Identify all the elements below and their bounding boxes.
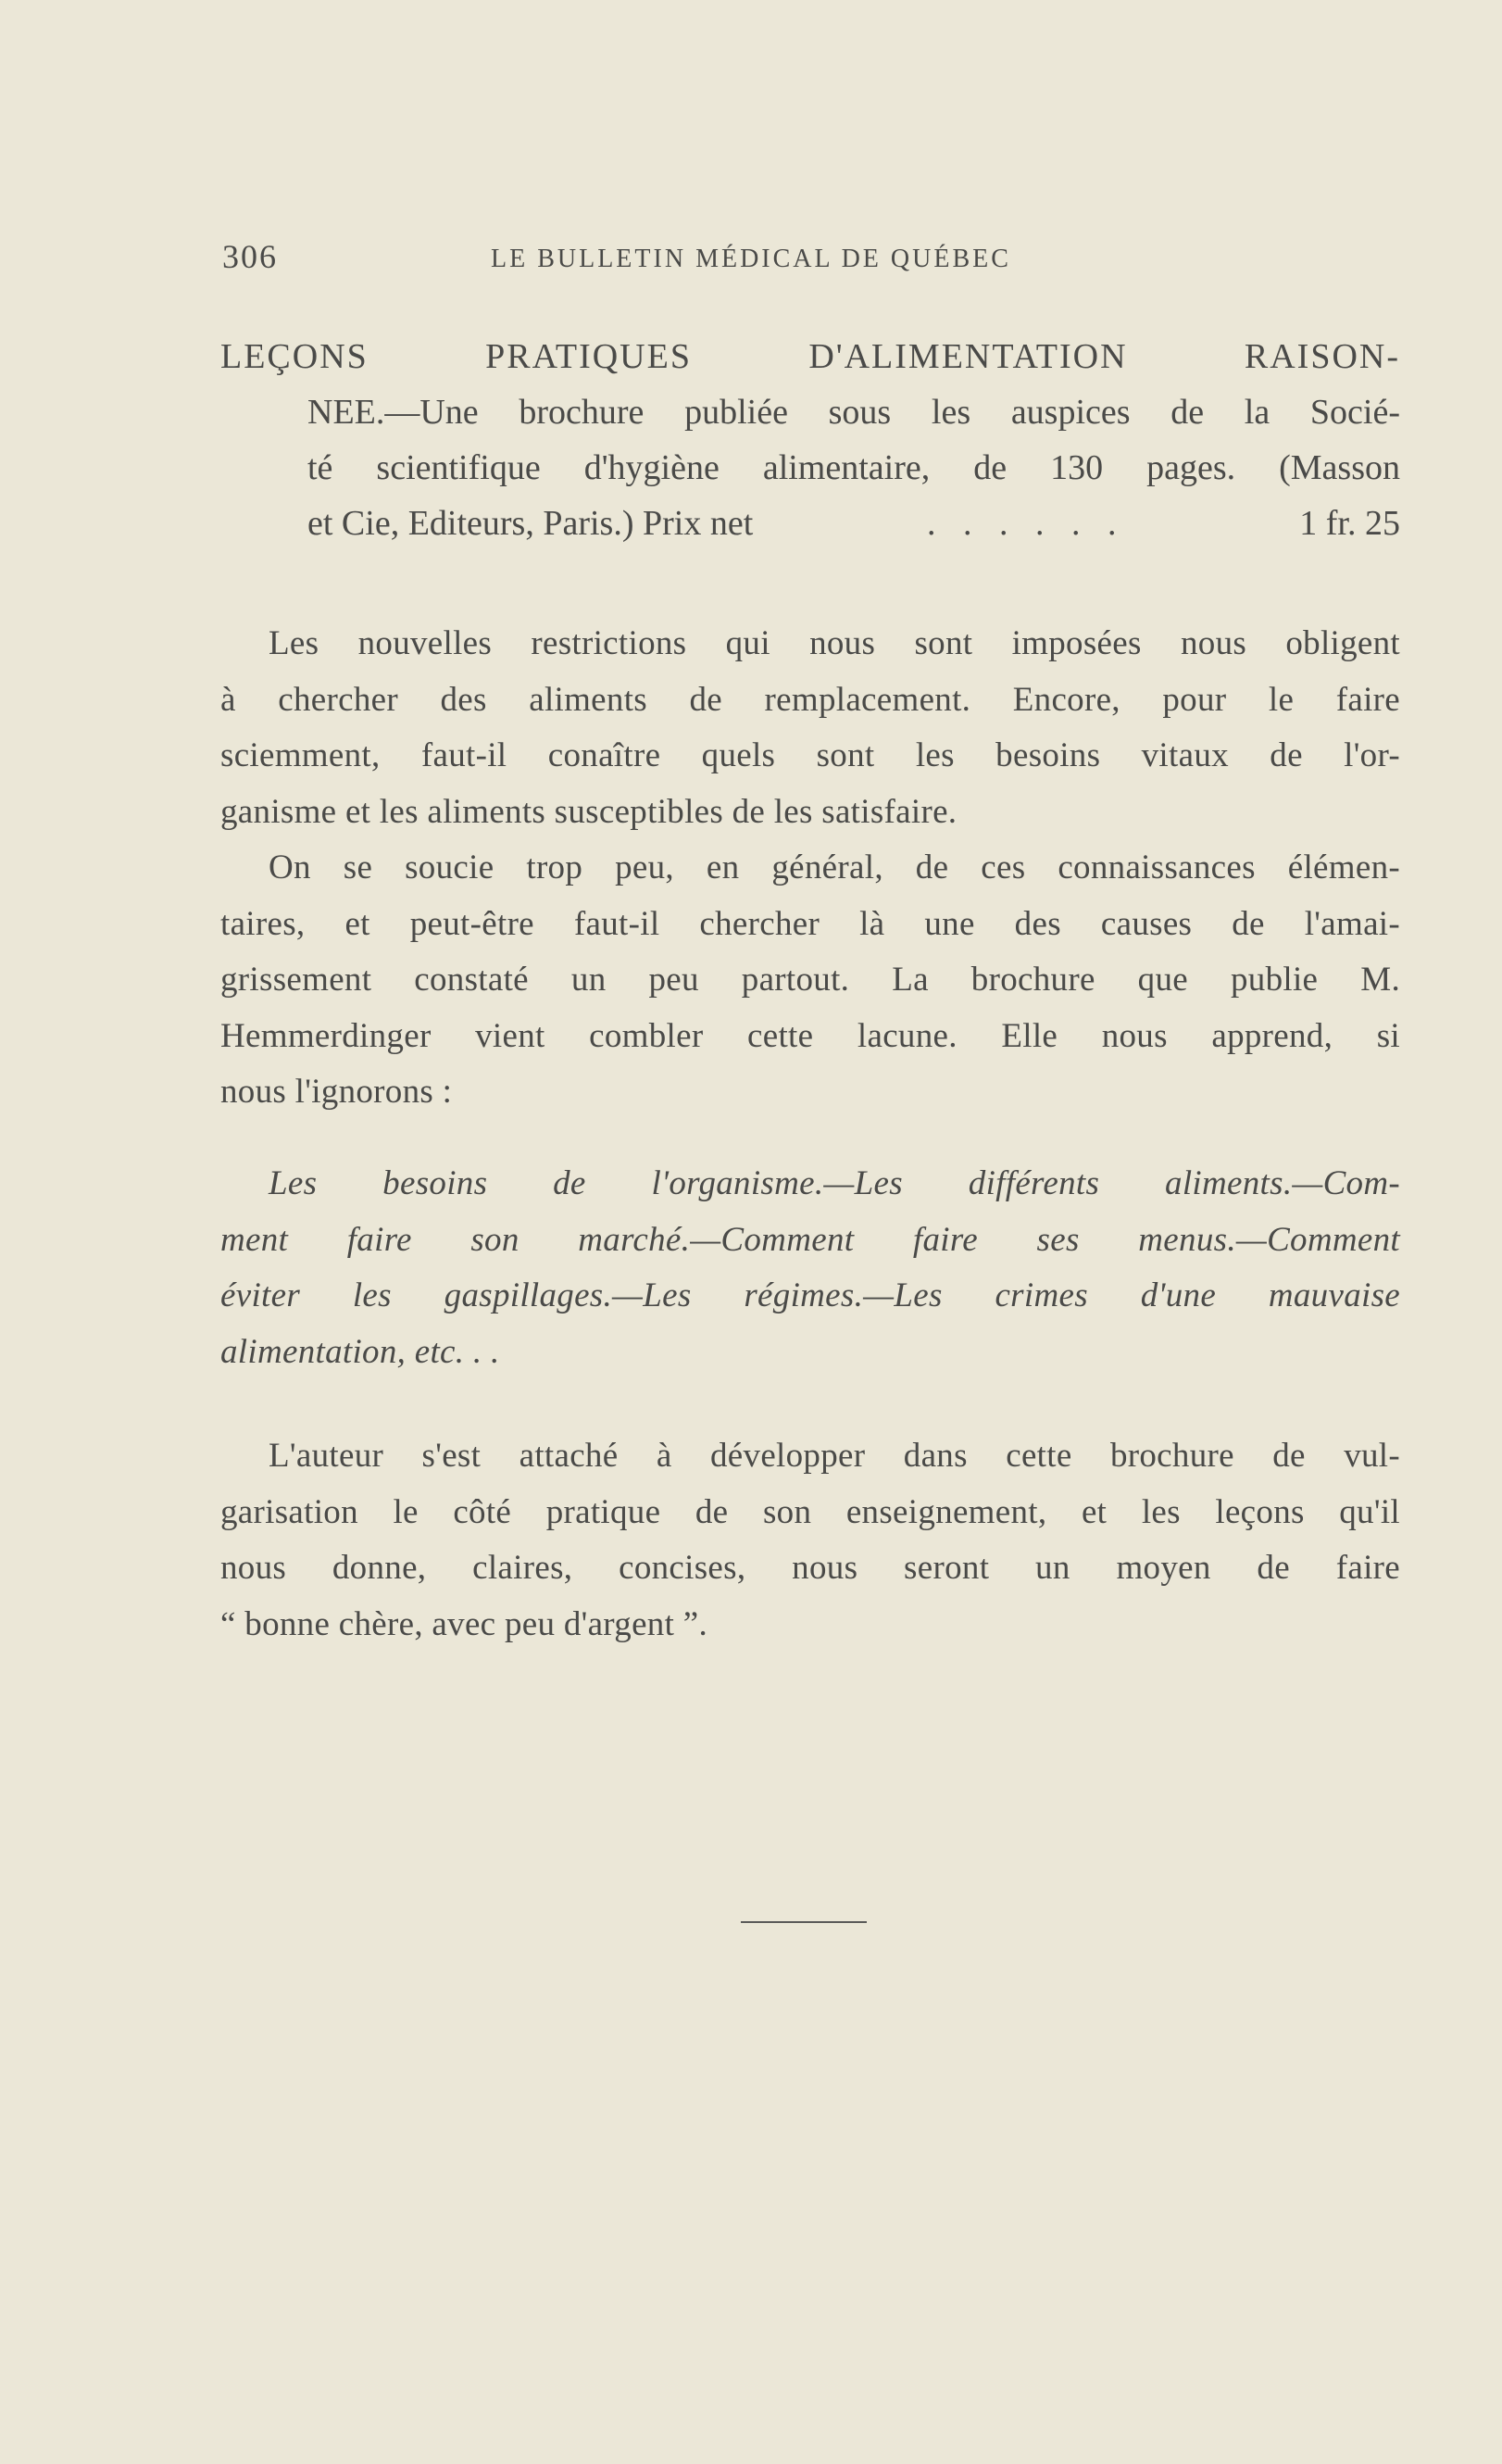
paragraph-3 xyxy=(220,1428,1400,1653)
leader-dots: . . . . . . xyxy=(927,504,1126,543)
paragraph-line: garisation le côté pratique de son enseignement, et les leçons qu'il xyxy=(220,1492,1400,1531)
review-price: 1 fr. 25 xyxy=(1299,504,1400,543)
paragraph-line: L'auteur s'est attaché à développer dans cette brochure de vul- xyxy=(269,1437,1400,1475)
paragraph-line: Les nouvelles restrictions qui nous sont imposées nous obligent xyxy=(269,624,1400,662)
paragraph-line: nous l'ignorons : xyxy=(220,1073,453,1111)
paragraph-1 xyxy=(220,616,1400,840)
review-line: té scientifique d'hygiène alimentaire, de 130 pages. (Masson xyxy=(307,448,1400,487)
review-line: NEE.—Une brochure publiée sous les auspices de la Socié- xyxy=(307,393,1400,432)
italic-line: ment faire son marché.—Comment faire ses menus.—Comment xyxy=(220,1220,1400,1259)
page-number: 306 xyxy=(222,238,278,275)
paragraph-2 xyxy=(220,840,1400,1121)
review-price-line xyxy=(307,496,1400,551)
paragraph-line: ganisme et les aliments susceptibles de les satisfaire. xyxy=(220,792,958,831)
paragraph-line: nous donne, claires, concises, nous seront un moyen de faire xyxy=(220,1549,1400,1587)
book-review-entry xyxy=(220,329,1400,551)
paragraph-line: “ bonne chère, avec peu d'argent ”. xyxy=(220,1604,707,1643)
italic-contents-list xyxy=(220,1156,1400,1380)
review-title: LEÇONS PRATIQUES D'ALIMENTATION RAISON- xyxy=(220,337,1400,376)
paragraph-line: taires, et peut-être faut-il chercher là une des causes de l'amai- xyxy=(220,904,1400,943)
review-publisher: et Cie, Editeurs, Paris.) Prix net xyxy=(307,504,754,543)
paragraph-line: grissement constaté un peu partout. La brochure que publie M. xyxy=(220,961,1400,999)
paragraph-line: On se soucie trop peu, en général, de ces connaissances élémen- xyxy=(269,849,1400,886)
italic-line: Les besoins de l'organisme.—Les différents aliments.—Com- xyxy=(269,1164,1400,1202)
page-header xyxy=(222,237,1398,283)
closing-rule xyxy=(741,1921,867,1923)
paragraph-line: à chercher des aliments de remplacement. Encore, pour le faire xyxy=(220,680,1400,719)
paragraph-line: Hemmerdinger vient combler cette lacune. Elle nous apprend, si xyxy=(220,1016,1400,1055)
running-head: LE BULLETIN MÉDICAL DE QUÉBEC xyxy=(491,245,1011,273)
italic-line: éviter les gaspillages.—Les régimes.—Les crimes d'une mauvaise xyxy=(220,1276,1400,1314)
review-description xyxy=(307,384,1400,551)
paragraph-line: sciemment, faut-il conaître quels sont les besoins vitaux de l'or- xyxy=(220,736,1400,774)
italic-line: alimentation, etc. . . xyxy=(220,1332,500,1371)
